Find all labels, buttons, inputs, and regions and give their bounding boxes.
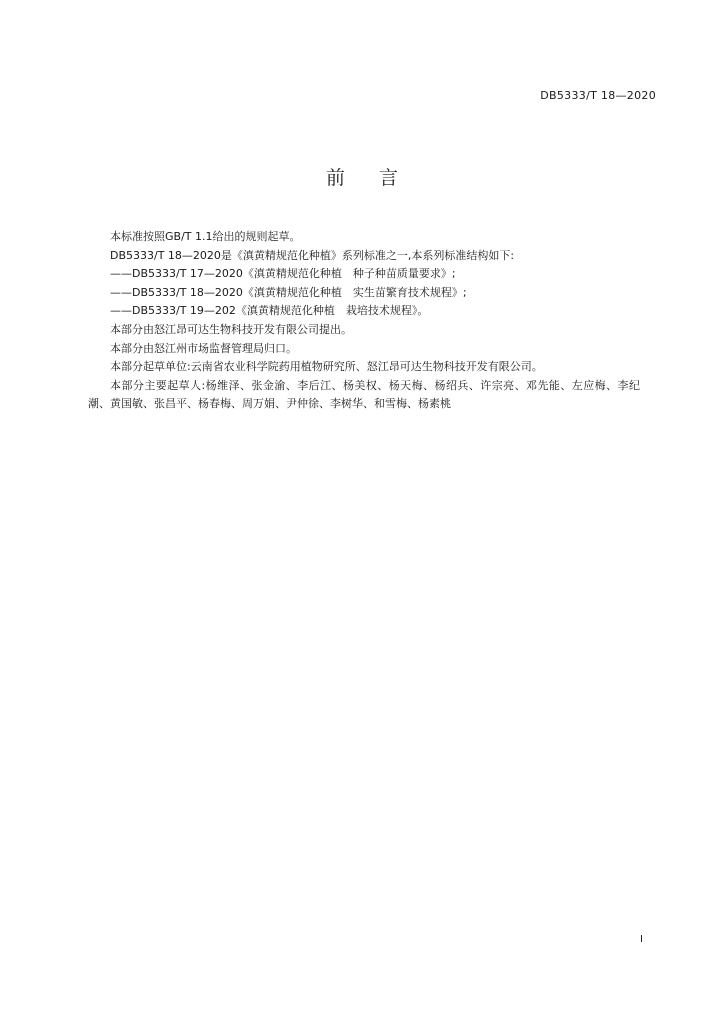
paragraph-drafters: 本部分主要起草人:杨维泽、张金渝、李后江、杨美权、杨天梅、杨绍兵、许宗亮、邓先能、左应梅、李纪潮、黄国敏、张昌平、杨春梅、周万娟、尹仲徐、李树华、和雪梅、杨素桃 — [88, 378, 640, 411]
paragraph-drafting-units: 本部分起草单位:云南省农业科学院药用植物研究所、怒江昂可达生物科技开发有限公司。 — [110, 360, 543, 374]
paragraph-administrator: 本部分由怒江州市场监督管理局归口。 — [110, 341, 297, 355]
paragraph-drafting-rules: 本标准按照GB/T 1.1给出的规则起草。 — [110, 230, 301, 243]
paragraph-proposer: 本部分由怒江昂可达生物科技开发有限公司提出。 — [110, 322, 352, 336]
foreword-body — [88, 228, 640, 414]
page-title: 前言 — [325, 167, 432, 189]
document-code: DB5333/T 18—2020 — [540, 89, 656, 102]
page-number: I — [640, 934, 643, 945]
paragraph-series-part-18: ——DB5333/T 18—2020《滇黄精规范化种植 实生苗繁育技术规程》; — [110, 285, 467, 299]
paragraph-series-part-19: ——DB5333/T 19—202《滇黄精规范化种植 栽培技术规程》。 — [110, 304, 429, 318]
paragraph-series-part-17: ——DB5333/T 17—2020《滇黄精规范化种植 种子种苗质量要求》; — [110, 267, 456, 281]
paragraph-series-intro: DB5333/T 18—2020是《滇黄精规范化种植》系列标准之一,本系列标准结构如下: — [110, 248, 515, 262]
